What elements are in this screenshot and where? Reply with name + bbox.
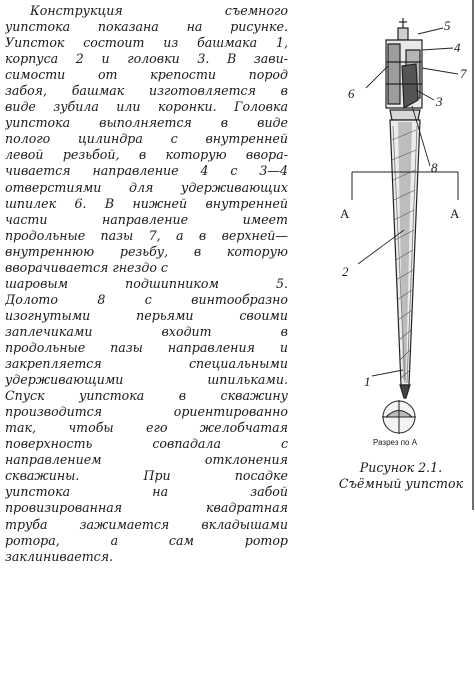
text-line: корпуса 2 и головки 3. В зави-: [5, 51, 288, 67]
text-line: так, чтобы его желобчатая: [5, 420, 288, 436]
label-5: 5: [444, 18, 451, 33]
label-3: 3: [436, 94, 443, 109]
text-line: шаровым подшипником 5.: [5, 275, 288, 291]
whipstock-head: [386, 18, 422, 120]
text-line: уипстока выполняется в виде: [5, 115, 288, 131]
label-7: 7: [460, 66, 467, 81]
text-line: виде зубила или коронки. Головка: [5, 99, 288, 115]
text-line: продольные пазы 7, а в верхней—: [5, 227, 288, 243]
caption-number: Рисунок 2.1.: [359, 460, 443, 475]
text-line: Конструкция съемного: [30, 3, 288, 18]
section-label: Разрез по А: [373, 438, 418, 447]
label-4: 4: [454, 40, 461, 55]
text-line: направлением отклонения: [5, 452, 288, 468]
text-line: левой резьбой, в которую ввора-: [5, 147, 288, 163]
text-line: производится ориентированно: [5, 404, 288, 420]
label-8: 8: [431, 160, 438, 175]
text-line: Спуск уипстока в скважину: [5, 388, 288, 404]
text-line: заклинивается.: [5, 548, 114, 564]
text-line: ротора, а сам ротор: [5, 532, 288, 548]
text-line: закрепляется специальными: [5, 356, 288, 372]
text-line: продольные пазы направления и: [5, 339, 288, 355]
text-line: Долото 8 с винтообразно: [5, 291, 288, 307]
text-line: внутреннюю резьбу, в которую: [5, 243, 288, 259]
figure-caption: [330, 460, 472, 492]
text-line: симости от крепости пород: [5, 67, 288, 83]
label-1: 1: [364, 374, 371, 389]
text-line: провизированная квадратная: [5, 500, 288, 516]
text-line: поверхность совпадала с: [5, 436, 288, 452]
text-line: уипстока на забой: [5, 484, 288, 500]
text-line: вворачивается гнездо с: [5, 259, 168, 275]
text-line: отверстиями для удерживающих: [5, 179, 288, 195]
text-line: удерживающими шпильками.: [5, 372, 288, 388]
label-6: 6: [348, 86, 355, 101]
label-a-left: А: [340, 206, 350, 221]
text-line: уипстока показана на рисунке.: [5, 19, 288, 35]
text-line: части направление имеет: [5, 211, 288, 227]
text-line: чивается направление 4 с 3—4: [5, 163, 288, 179]
caption-title: Съёмный уипсток: [338, 476, 464, 491]
text-line: шпилек 6. В нижней внутренней: [5, 195, 288, 211]
text-line: труба зажимается вкладышами: [5, 516, 288, 532]
text-line: полого цилиндра с внутренней: [5, 131, 288, 147]
whipstock-drawing: [330, 0, 472, 520]
text-line: скважины. При посадке: [5, 468, 288, 484]
whipstock-body: [390, 120, 420, 398]
section-circle: [382, 400, 416, 434]
body-text: [5, 3, 288, 565]
text-line: изогнутыми перьями своими: [5, 307, 288, 323]
label-2: 2: [342, 264, 349, 279]
text-line: Уипсток состоит из башмака 1,: [5, 35, 288, 51]
text-line: забоя, башмак изготовляется в: [5, 83, 288, 99]
text-line: заплечиками входит в: [5, 323, 288, 339]
whipstock-figure: [330, 0, 472, 520]
label-a-right: А: [450, 206, 460, 221]
page-border: [472, 0, 474, 510]
